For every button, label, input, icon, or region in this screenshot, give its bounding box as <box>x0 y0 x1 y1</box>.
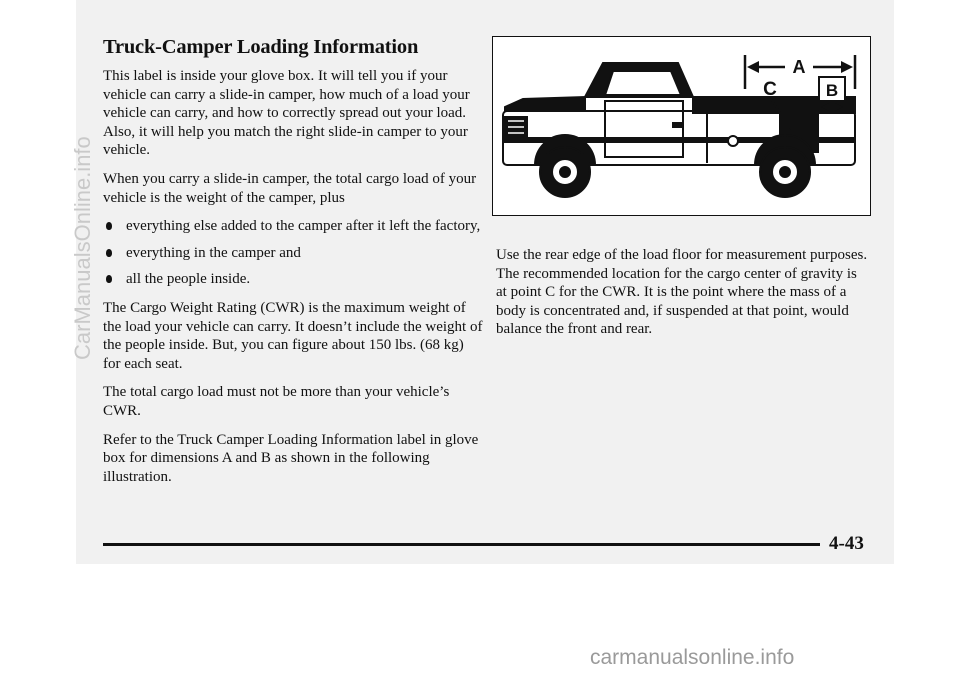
cargo-intro-paragraph: When you carry a slide-in camper, the total cargo load of your vehicle is the weight of the camper, plus <box>103 170 477 206</box>
pickup-truck-diagram <box>493 37 870 215</box>
pickup-truck-icon <box>503 63 855 197</box>
cargo-bullet-list <box>103 217 483 289</box>
footer-rule <box>103 543 820 546</box>
label-a: A <box>792 57 806 77</box>
bullet-item: everything in the camper and <box>103 244 483 263</box>
measurement-paragraph: Use the rear edge of the load floor for measurement purposes. The recommended location for the cargo center of gravity is at point C for the CWR. It is the point where the mass of a body is concentrated and, if suspended at that point, would balance the front and rear. <box>496 247 868 338</box>
side-watermark: CarManualsOnline.info <box>70 136 95 360</box>
bullet-item: everything else added to the camper after it left the factory, <box>103 217 483 236</box>
bullet-icon <box>106 222 112 230</box>
cwr-paragraph: The Cargo Weight Rating (CWR) is the maximum weight of the load your vehicle can carry. It doesn’t include the weight of the people inside. But, you can figure about 150 lbs. (68 kg) for each seat. <box>103 299 483 372</box>
label-c: C <box>763 79 777 100</box>
left-column <box>103 36 483 496</box>
total-load-paragraph: The total cargo load must not be more than your vehicle’s CWR. <box>103 384 450 419</box>
section-title: Truck-Camper Loading Information <box>103 36 419 58</box>
page-number: 4-43 <box>829 533 864 554</box>
bullet-icon <box>106 275 112 283</box>
intro-paragraph: This label is inside your glove box. It will tell you if your vehicle can carry a slide-in camper, how much of a load your vehicle can carry, and how to correctly spread out your load. Also, it will help you match the right slide-in camper to your vehicle. <box>103 68 470 159</box>
refer-paragraph: Refer to the Truck Camper Loading Information label in glove box for dimensions A and B as shown in the following illustration. <box>103 431 479 485</box>
label-b: B <box>825 81 839 100</box>
bullet-icon <box>106 249 112 257</box>
right-column <box>496 246 871 349</box>
truck-camper-illustration <box>492 36 871 216</box>
bottom-watermark: carmanualsonline.info <box>590 646 795 669</box>
bullet-item: all the people inside. <box>103 270 483 289</box>
